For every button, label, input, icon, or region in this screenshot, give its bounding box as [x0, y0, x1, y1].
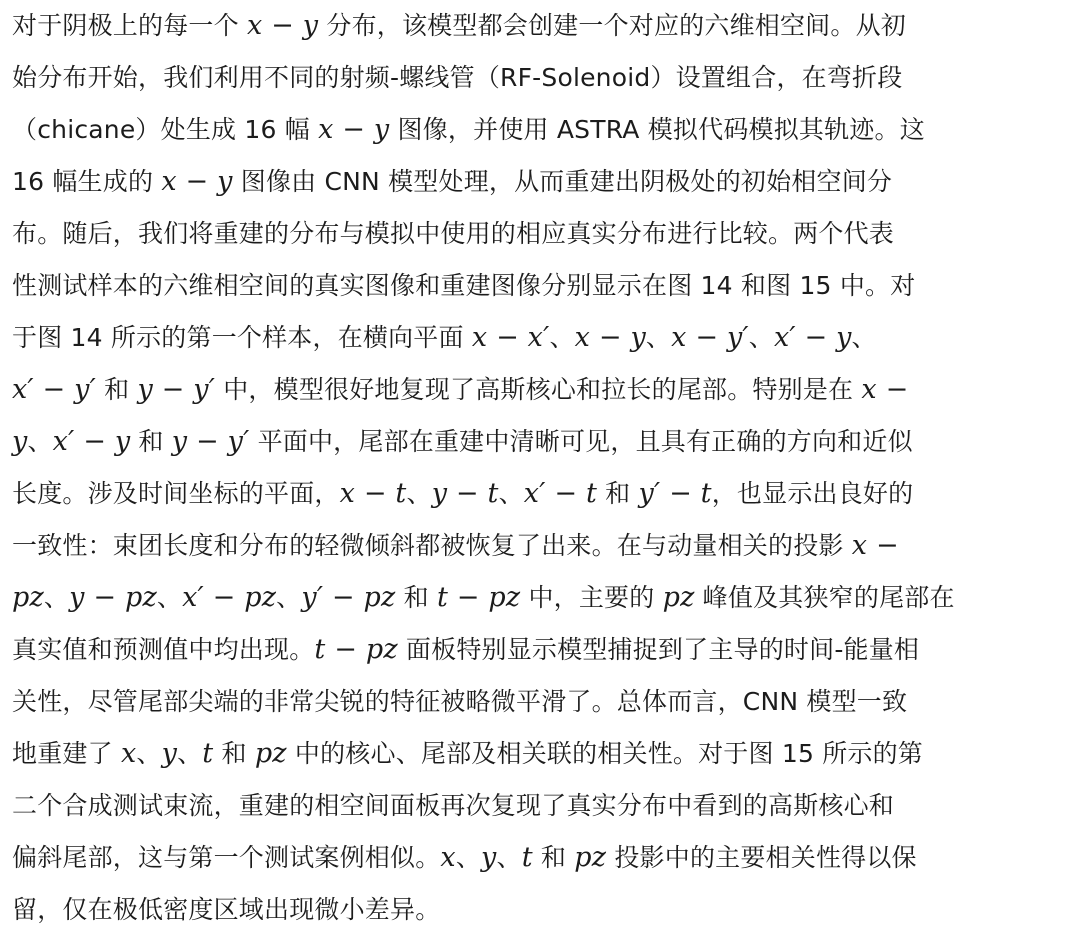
text-run: 图像，并使用 ASTRA 模拟代码模拟其轨迹。这	[389, 115, 925, 144]
text-run: 性测试样本的六维相空间的真实图像和重建图像分别显示在图 14 和图 15 中。对	[12, 271, 916, 300]
math-expression: x − y	[318, 114, 390, 145]
text-line	[12, 468, 1068, 520]
math-expression: t − pz	[436, 582, 521, 613]
text-line	[12, 416, 1068, 468]
text-run: 、	[43, 583, 70, 612]
document-paragraph	[12, 0, 1068, 936]
text-run: 、	[549, 323, 575, 352]
math-expression: x −	[861, 374, 909, 405]
text-line	[12, 52, 1068, 104]
text-line	[12, 676, 1068, 728]
text-run: 分布，该模型都会创建一个对应的六维相空间。从初	[318, 11, 906, 40]
text-run: 、	[455, 843, 482, 872]
text-run: 、	[645, 323, 672, 352]
text-run: 真实值和预测值中均出现。	[12, 635, 315, 664]
text-run: 面板特别显示模型捕捉到了主导的时间-能量相	[397, 635, 920, 664]
text-run: 关性，尽管尾部尖端的非常尖锐的特征被略微平滑了。总体而言，CNN 模型一致	[12, 687, 908, 716]
math-expression: x′ − t	[523, 478, 597, 509]
math-expression: y′ − t	[638, 478, 712, 509]
text-line	[12, 572, 1068, 624]
math-expression: x − t	[339, 478, 407, 509]
math-expression: y − y′	[171, 426, 250, 457]
text-run: 、	[496, 843, 522, 872]
math-expression: x	[440, 842, 456, 873]
text-line	[12, 104, 1068, 156]
text-line	[12, 0, 1068, 52]
text-run: 、	[156, 583, 183, 612]
text-run: 和	[532, 843, 575, 872]
math-expression: x − x′	[471, 322, 550, 353]
text-run: 峰值及其狭窄的尾部在	[694, 583, 955, 612]
math-expression: x′ − y′	[12, 374, 96, 405]
text-run: 、	[136, 739, 162, 768]
math-expression: y′ − pz	[301, 582, 396, 613]
math-expression: y − t	[431, 478, 499, 509]
text-run: 和	[213, 739, 255, 768]
text-line	[12, 260, 1068, 312]
text-line	[12, 624, 1068, 676]
text-run: 二个合成测试束流，重建的相空间面板再次复现了真实分布中看到的高斯核心和	[12, 791, 895, 820]
text-line	[12, 832, 1068, 884]
text-run: 16 幅生成的	[12, 167, 162, 196]
text-line	[12, 208, 1068, 260]
math-expression: x′ − y	[773, 322, 852, 353]
text-run: （chicane）处生成 16 幅	[12, 115, 319, 144]
text-run: 平面中，尾部在重建中清晰可见，且具有正确的方向和近似	[249, 427, 913, 456]
math-expression: pz	[574, 842, 607, 873]
text-run: ，也显示出良好的	[711, 479, 914, 508]
text-line	[12, 312, 1068, 364]
text-run: 图像由 CNN 模型处理，从而重建出阴极处的初始相空间分	[232, 167, 893, 196]
text-line	[12, 780, 1068, 832]
text-line	[12, 728, 1068, 780]
text-run: 、	[498, 479, 524, 508]
text-run: 、	[177, 739, 203, 768]
text-run: 布。随后，我们将重建的分布与模拟中使用的相应真实分布进行比较。两个代表	[12, 219, 895, 248]
text-run: 始分布开始，我们利用不同的射频-螺线管（RF-Solenoid）设置组合，在弯折段	[12, 63, 903, 92]
text-run: 、	[27, 427, 53, 456]
text-run: 对于阴极上的每一个	[12, 11, 247, 40]
math-expression: x − y	[574, 322, 646, 353]
math-expression: pz	[254, 738, 287, 769]
text-line	[12, 884, 1068, 936]
math-expression: x	[120, 738, 137, 769]
math-expression: y − y′	[137, 374, 216, 405]
math-expression: t − pz	[314, 634, 398, 665]
text-run: 一致性：束团长度和分布的轻微倾斜都被恢复了出来。在与动量相关的投影	[12, 531, 852, 560]
math-expression: x − y′	[671, 322, 749, 353]
text-line	[12, 156, 1068, 208]
text-run: 和	[95, 375, 138, 404]
text-run: 留，仅在极低密度区域出现微小差异。	[12, 895, 441, 924]
text-run: 和	[130, 427, 172, 456]
text-run: 偏斜尾部，这与第一个测试案例相似。	[12, 843, 441, 872]
text-run: 中的核心、尾部及相关联的相关性。对于图 15 所示的第	[286, 739, 924, 768]
math-expression: x − y	[161, 166, 233, 197]
math-expression: t	[521, 842, 533, 873]
text-line	[12, 520, 1068, 572]
math-expression: y − pz	[69, 582, 157, 613]
math-expression: pz	[12, 582, 44, 613]
math-expression: pz	[662, 582, 695, 613]
text-run: 和	[597, 479, 639, 508]
text-run: 中，主要的	[520, 583, 663, 612]
text-run: 、	[276, 583, 302, 612]
text-run: 投影中的主要相关性得以保	[606, 843, 917, 872]
math-expression: x − y	[246, 10, 319, 41]
text-run: 、	[851, 323, 877, 352]
text-run: 于图 14 所示的第一个样本，在横向平面	[12, 323, 472, 352]
math-expression: y	[481, 842, 497, 873]
math-expression: x′ − y	[52, 426, 131, 457]
text-run: 地重建了	[12, 739, 121, 768]
math-expression: x′ − pz	[182, 582, 277, 613]
text-run: 、	[748, 323, 774, 352]
text-run: 中，模型很好地复现了高斯核心和拉长的尾部。特别是在	[215, 375, 862, 404]
math-expression: t	[202, 738, 214, 769]
text-run: 长度。涉及时间坐标的平面，	[12, 479, 340, 508]
text-run: 、	[406, 479, 432, 508]
math-expression: x −	[851, 530, 899, 561]
text-run: 和	[395, 583, 437, 612]
math-expression: y	[12, 426, 28, 457]
math-expression: y	[161, 738, 178, 769]
text-line	[12, 364, 1068, 416]
